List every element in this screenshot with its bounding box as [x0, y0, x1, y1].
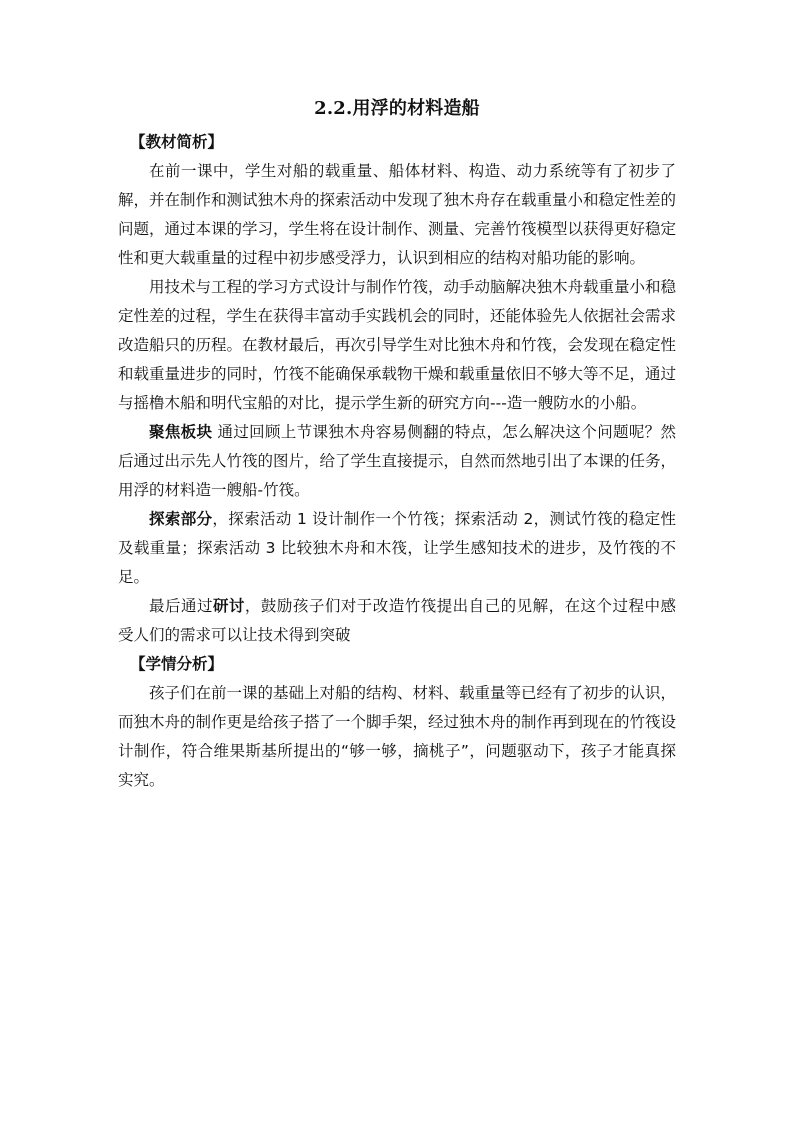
- explore-lead: 探索部分: [149, 510, 213, 528]
- document-title: [118, 96, 676, 122]
- discussion-prefix: 最后通过: [149, 597, 213, 615]
- document-page: [118, 96, 676, 795]
- title-text: 用浮的材料造船: [352, 98, 480, 119]
- paragraph-textbook-analysis-2: 用技术与工程的学习方式设计与制作竹筏，动手动脑解决独木舟载重量小和稳定性差的过程，学生在获得丰富动手实践机会的同时，还能体验先人依据社会需求改造船只的历程。在教材最后，再次引导学生对比独木舟和竹筏，会发现在稳定性和载重量进步的同时，竹筏不能确保承载物干燥和载重量依旧不够大等不足，通过与摇橹木船和明代宝船的对比，提示学生新的研究方向---造一艘防水的小船。: [118, 278, 677, 412]
- paragraph-learner-analysis-1: 孩子们在前一课的基础上对船的结构、材料、载重量等已经有了初步的认识，而独木舟的制作更是给孩子搭了一个脚手架，经过独木舟的制作再到现在的竹筏设计制作，符合维果斯基所提出的“够一够，摘桃子”，问题驱动下，孩子才能真探实究。: [118, 684, 677, 789]
- discussion-lead: 研讨: [212, 597, 245, 615]
- section-heading-learner-analysis: 【学情分析】: [130, 655, 224, 673]
- paragraph-explore: [118, 505, 676, 592]
- focus-text: 通过回顾上节课独木舟容易侧翻的特点，怎么解决这个问题呢？然后通过出示先人竹筏的图片，给了学生直接提示，自然而然地引出了本课的任务，用浮的材料造一艘船-竹筏。: [118, 423, 677, 499]
- paragraph-focus: [118, 418, 676, 505]
- paragraph-textbook-analysis-1: 在前一课中，学生对船的载重量、船体材料、构造、动力系统等有了初步了解，并在制作和测试独木舟的探索活动中发现了独木舟存在载重量小和稳定性差的问题，通过本课的学习，学生将在设计制作、测量、完善竹筏模型以获得更好稳定性和更大载重量的过程中初步感受浮力，认识到相应的结构对船功能的影响。: [118, 162, 677, 267]
- title-number: 2.2.: [314, 98, 353, 119]
- section-heading-textbook-analysis: 【教材简析】: [130, 133, 224, 151]
- discussion-text: ，鼓励孩子们对于改造竹筏提出自己的见解，在这个过程中感受人们的需求可以让技术得到突破: [118, 597, 676, 644]
- explore-text: ，探索活动 1 设计制作一个竹筏；探索活动 2，测试竹筏的稳定性及载重量；探索活动 3 比较独木舟和木筏，让学生感知技术的进步，及竹筏的不足。: [118, 510, 676, 586]
- paragraph-discussion: [118, 592, 676, 650]
- focus-lead: 聚焦板块: [149, 423, 213, 441]
